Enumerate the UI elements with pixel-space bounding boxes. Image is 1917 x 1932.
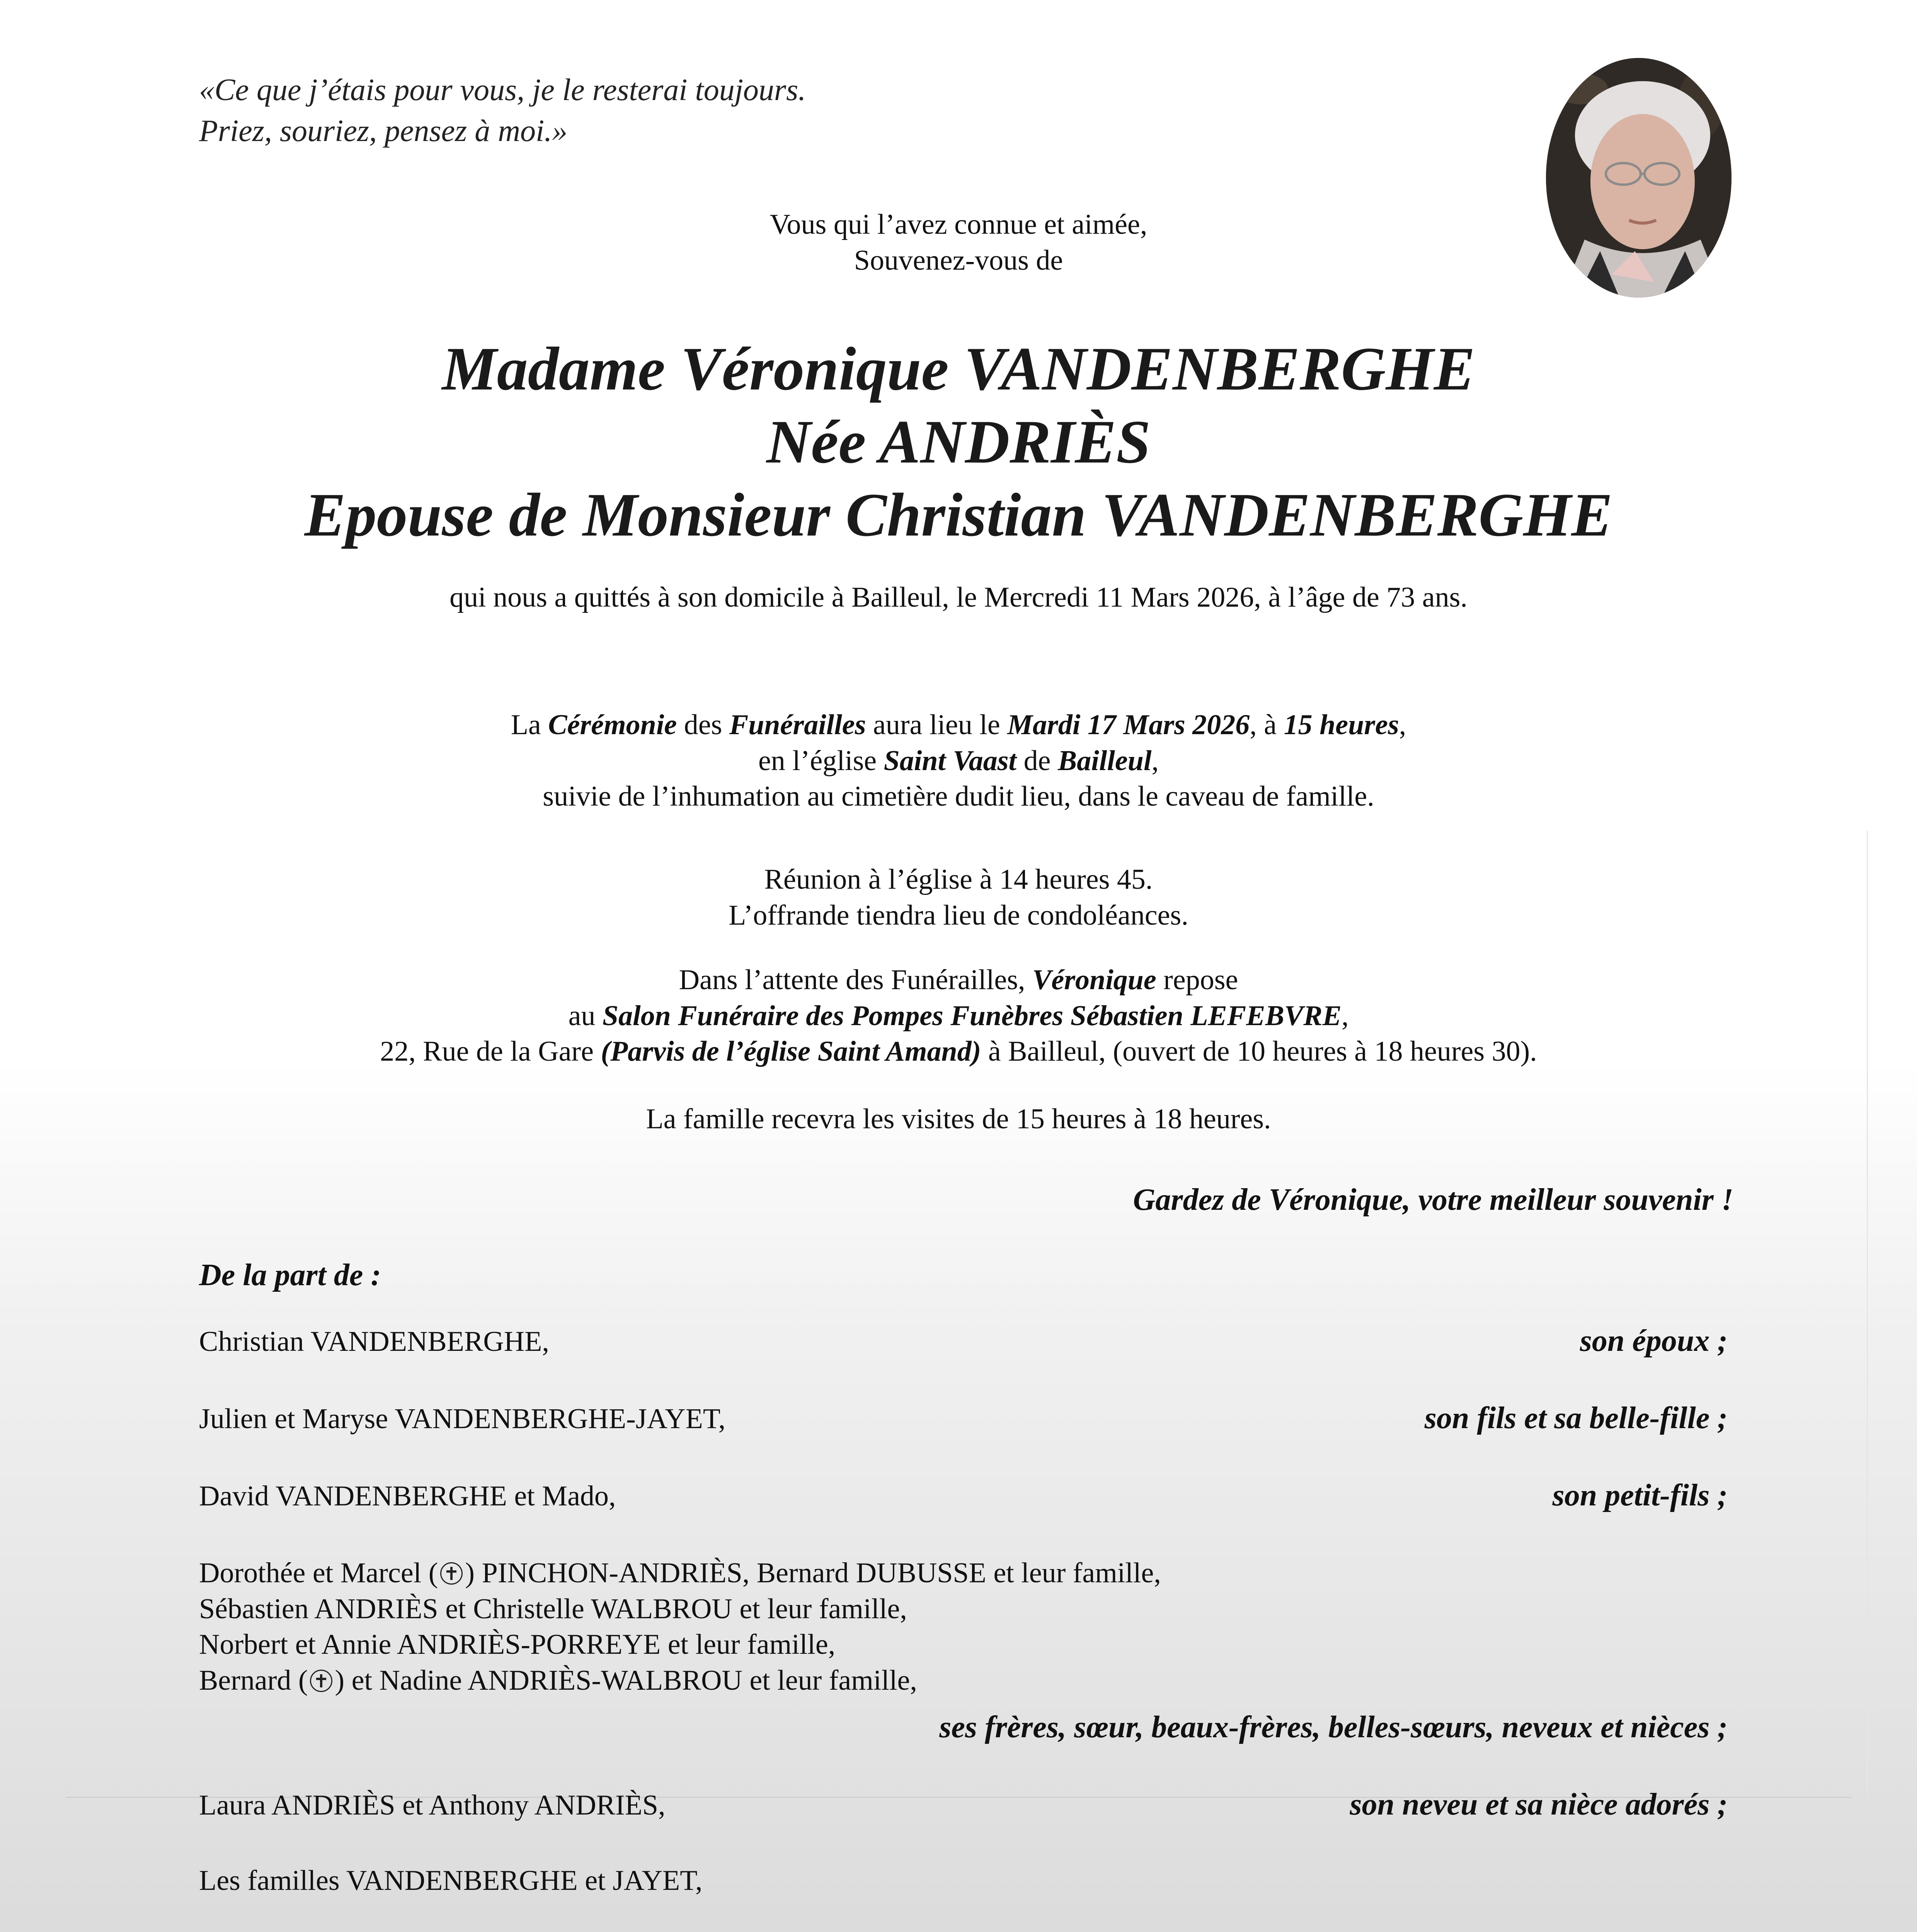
intro-line-1: Vous qui l’avez connue et aimée, bbox=[770, 209, 1147, 240]
remember-line: Gardez de Véronique, votre meilleur souvenir ! bbox=[1133, 1183, 1733, 1217]
repose-text: Dans l’attente des Funérailles, bbox=[679, 964, 1033, 996]
ceremony-town: Bailleul bbox=[1057, 745, 1152, 777]
ceremony-date: Mardi 17 Mars 2026 bbox=[1007, 709, 1250, 741]
ceremony-text: , bbox=[1399, 709, 1406, 741]
repose-parvis: (Parvis de l’église Saint Amand) bbox=[601, 1036, 981, 1067]
visits-info: La famille recevra les visites de 15 heures à 18 heures. bbox=[646, 1103, 1271, 1135]
death-notice: qui nous a quittés à son domicile à Bailleul, le Mercredi 11 Mars 2026, à l’âge de 73 ans. bbox=[449, 582, 1468, 613]
family-line: Norbert et Annie ANDRIÈS-PORREYE et leur famille, bbox=[199, 1629, 836, 1660]
repose-salon: Salon Funéraire des Pompes Funèbres Sébastien LEFEBVRE bbox=[602, 1000, 1342, 1032]
family-row-6-names: Les familles VANDENBERGHE et JAYET, bbox=[199, 1865, 703, 1896]
deceased-cross-icon bbox=[310, 1670, 332, 1692]
ceremony-text: de bbox=[1016, 745, 1058, 777]
repose-line-3 bbox=[0, 1034, 1917, 1070]
family-line bbox=[199, 1555, 1161, 1591]
family-text: Bernard ( bbox=[199, 1664, 308, 1696]
family-row-3-relation: son petit-fils ; bbox=[1552, 1478, 1728, 1512]
family-text: Dorothée et Marcel ( bbox=[199, 1557, 438, 1589]
opening-quote bbox=[199, 70, 806, 152]
ceremony-time: 15 heures bbox=[1284, 709, 1399, 741]
ceremony-text: des bbox=[677, 709, 729, 741]
quote-line-2: Priez, souriez, pensez à moi.» bbox=[199, 114, 568, 148]
family-row-3-names: David VANDENBERGHE et Mado, bbox=[199, 1480, 616, 1512]
repose-text: repose bbox=[1156, 964, 1238, 996]
deceased-cross-icon bbox=[440, 1562, 463, 1585]
family-text: ) PINCHON-ANDRIÈS, Bernard DUBUSSE et leur famille, bbox=[465, 1557, 1161, 1589]
ceremony-text: , bbox=[1151, 745, 1159, 777]
family-row-2-relation: son fils et sa belle-fille ; bbox=[1424, 1401, 1728, 1435]
ceremony-text: La bbox=[511, 709, 548, 741]
family-text: ) et Nadine ANDRIÈS-WALBROU et leur famille, bbox=[335, 1664, 917, 1696]
ceremony-line-1 bbox=[0, 707, 1917, 743]
repose-first-name: Véronique bbox=[1032, 964, 1156, 996]
repose-line-2 bbox=[0, 998, 1917, 1034]
ceremony-emphasis: Funérailles bbox=[729, 709, 866, 741]
repose-line-1 bbox=[0, 962, 1917, 998]
deceased-birth-name: Née ANDRIÈS bbox=[766, 407, 1151, 476]
deceased-name: Madame Véronique VANDENBERGHE bbox=[442, 334, 1475, 403]
repose-text: à Bailleul, (ouvert de 10 heures à 18 heures 30). bbox=[981, 1036, 1537, 1067]
meeting-info bbox=[0, 862, 1917, 933]
ceremony-church: Saint Vaast bbox=[884, 745, 1017, 777]
ceremony-text: en l’église bbox=[758, 745, 884, 777]
deceased-name-block bbox=[0, 332, 1917, 551]
ceremony-text: , à bbox=[1250, 709, 1284, 741]
ceremony-info bbox=[0, 707, 1917, 815]
family-group-4-relation: ses frères, sœur, beaux-frères, belles-sœurs, neveux et nièces ; bbox=[939, 1710, 1728, 1744]
repose-text: , bbox=[1341, 1000, 1349, 1032]
ceremony-line-2 bbox=[0, 743, 1917, 779]
quote-line-1: «Ce que j’étais pour vous, je le resterai toujours. bbox=[199, 73, 806, 107]
repose-info bbox=[0, 962, 1917, 1070]
family-row-1-relation: son époux ; bbox=[1580, 1324, 1728, 1358]
ceremony-text: aura lieu le bbox=[866, 709, 1008, 741]
family-row-5-relation: son neveu et sa nièce adorés ; bbox=[1350, 1787, 1728, 1821]
intro-line-2: Souvenez-vous de bbox=[854, 244, 1063, 276]
intro-text bbox=[0, 207, 1917, 278]
family-row-2-names: Julien et Maryse VANDENBERGHE-JAYET, bbox=[199, 1403, 726, 1435]
family-row-1-names: Christian VANDENBERGHE, bbox=[199, 1326, 549, 1357]
family-line bbox=[199, 1663, 1161, 1699]
family-row-5-names: Laura ANDRIÈS et Anthony ANDRIÈS, bbox=[199, 1789, 666, 1821]
repose-text: au bbox=[568, 1000, 603, 1032]
deceased-spouse: Epouse de Monsieur Christian VANDENBERGHE bbox=[304, 480, 1613, 549]
ceremony-line-3: suivie de l’inhumation au cimetière dudit lieu, dans le caveau de famille. bbox=[543, 781, 1374, 812]
ceremony-emphasis: Cérémonie bbox=[548, 709, 677, 741]
repose-text: 22, Rue de la Gare bbox=[380, 1036, 601, 1067]
family-line: Sébastien ANDRIÈS et Christelle WALBROU et leur famille, bbox=[199, 1593, 907, 1625]
family-group-4 bbox=[199, 1555, 1161, 1698]
meeting-line-1: Réunion à l’église à 14 heures 45. bbox=[764, 864, 1153, 895]
from-label: De la part de : bbox=[199, 1258, 381, 1292]
meeting-line-2: L’offrande tiendra lieu de condoléances. bbox=[729, 899, 1188, 931]
